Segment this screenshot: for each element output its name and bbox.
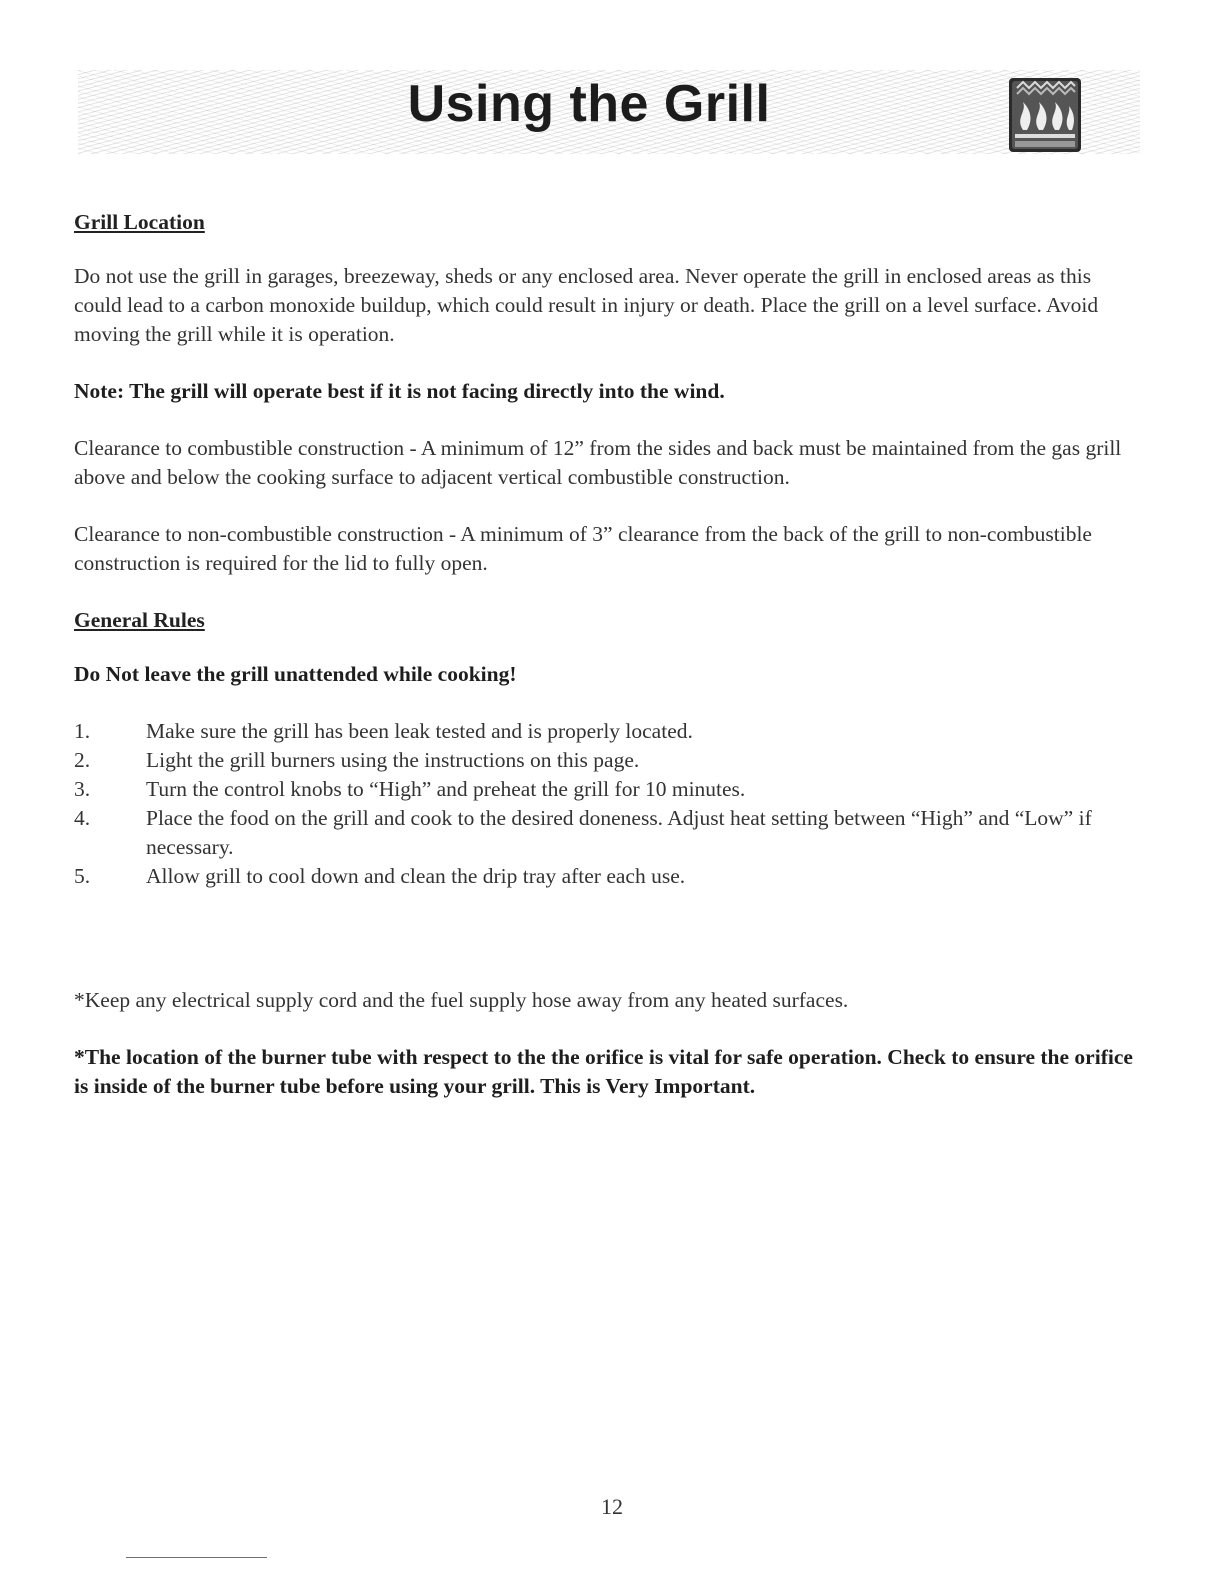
cord-note: *Keep any electrical supply cord and the fuel supply hose away from any heated surfaces. — [74, 988, 849, 1012]
list-item-number: 4. — [74, 806, 91, 830]
list-item — [74, 746, 1144, 775]
page-title: Using the Grill — [407, 75, 771, 133]
burner-tube-note: *The location of the burner tube with respect to the the orifice is vital for safe operation. Check to ensure the orifice is inside of the burner tube before using your grill. This is Very Important. — [74, 1045, 1133, 1098]
grill-location-heading: Grill Location — [74, 210, 205, 234]
page-number: 12 — [601, 1494, 623, 1519]
list-item — [74, 862, 1144, 891]
grill-location-text: Do not use the grill in garages, breezeway, sheds or any enclosed area. Never operate the grill in enclosed areas as this could lead to a carbon monoxide buildup, which could result in injury or death. Place the grill on a level surface. Avoid moving the grill while it is operation. — [74, 264, 1099, 346]
list-item-number: 2. — [74, 748, 91, 772]
grill-flame-icon — [1009, 78, 1081, 152]
list-item-text: Place the food on the grill and cook to the desired doneness. Adjust heat setting between “High” and “Low” if necessary. — [146, 806, 1092, 859]
unattended-warning: Do Not leave the grill unattended while cooking! — [74, 662, 517, 686]
list-item-text: Light the grill burners using the instructions on this page. — [146, 748, 640, 772]
list-item — [74, 717, 1144, 746]
list-item-number: 1. — [74, 719, 91, 743]
combustible-clearance-text: Clearance to combustible construction - A minimum of 12” from the sides and back must be maintained from the gas grill above and below the cooking surface to adjacent vertical combustible construction. — [74, 436, 1122, 489]
general-rules-list — [74, 717, 1144, 891]
wind-note: Note: The grill will operate best if it is not facing directly into the wind. — [74, 379, 725, 403]
spacer — [74, 891, 1144, 986]
list-item-number: 3. — [74, 777, 91, 801]
noncombustible-clearance-text: Clearance to non-combustible construction - A minimum of 3” clearance from the back of the grill to non-combustible construction is required for the lid to fully open. — [74, 522, 1092, 575]
main-content — [74, 208, 1144, 1129]
list-item-number: 5. — [74, 864, 91, 888]
list-item — [74, 775, 1144, 804]
general-rules-heading: General Rules — [74, 608, 205, 632]
list-item — [74, 804, 1144, 862]
header-banner — [78, 70, 1140, 154]
list-item-text: Turn the control knobs to “High” and preheat the grill for 10 minutes. — [146, 777, 746, 801]
footer-divider — [126, 1557, 267, 1558]
list-item-text: Allow grill to cool down and clean the drip tray after each use. — [146, 864, 686, 888]
list-item-text: Make sure the grill has been leak tested and is properly located. — [146, 719, 693, 743]
